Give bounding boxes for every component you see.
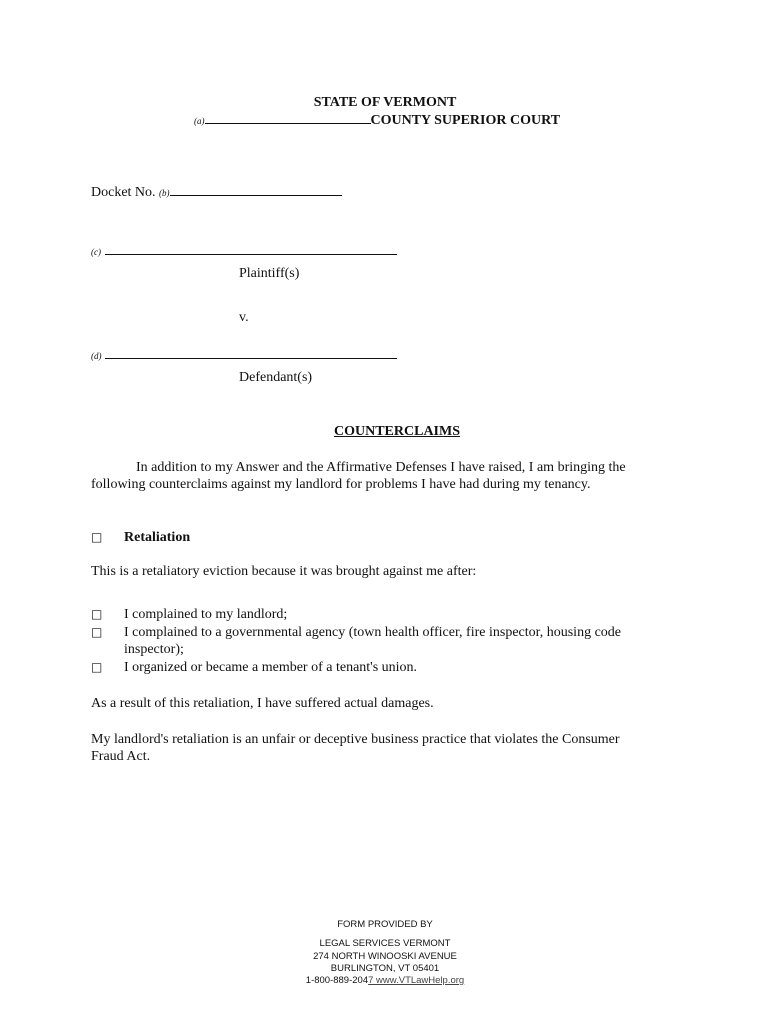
footer-city: BURLINGTON, VT 05401 — [330, 963, 440, 974]
court-line — [194, 112, 560, 130]
footer-contact — [0, 975, 770, 988]
retaliation-lead: This is a retaliatory eviction because it was brought against me after: — [91, 564, 477, 579]
plaintiff-line — [91, 243, 397, 261]
field-label-b: (b) — [159, 188, 170, 198]
retaliation-heading: Retaliation — [124, 530, 191, 545]
defendant-field[interactable] — [105, 348, 397, 359]
footer-provided: FORM PROVIDED BY — [337, 919, 433, 930]
defendant-line — [91, 347, 397, 365]
plaintiff-field[interactable] — [105, 244, 397, 255]
docket-label: Docket No. — [91, 185, 156, 200]
item-text-1: I complained to my landlord; — [124, 607, 288, 622]
item-checkbox-1[interactable]: □ — [91, 607, 103, 621]
item-text-3: I organized or became a member of a tenant's union. — [124, 660, 418, 675]
fraud-line-1: My landlord's retaliation is an unfair or deceptive business practice that violates the Consumer — [91, 732, 620, 747]
item-checkbox-3[interactable]: □ — [91, 660, 103, 674]
field-label-a: (a) — [194, 116, 205, 126]
plaintiff-label: Plaintiff(s) — [239, 266, 300, 281]
item-checkbox-2[interactable]: □ — [91, 625, 103, 639]
damages-statement: As a result of this retaliation, I have suffered actual damages. — [91, 696, 434, 711]
footer-phone: 1-800-889-204 — [305, 975, 369, 986]
field-label-d: (d) — [91, 351, 102, 361]
intro-line-2: following counterclaims against my landlord for problems I have had during my tenancy. — [91, 477, 591, 492]
county-field[interactable] — [205, 113, 371, 124]
footer-org: LEGAL SERVICES VERMONT — [319, 938, 451, 949]
docket-field[interactable] — [170, 185, 342, 196]
field-label-c: (c) — [91, 247, 101, 257]
court-name: COUNTY SUPERIOR COURT — [370, 113, 561, 128]
docket-line — [91, 184, 342, 202]
versus-label: v. — [239, 310, 249, 325]
document-title: COUNTERCLAIMS — [333, 424, 460, 439]
footer-street: 274 NORTH WINOOSKI AVENUE — [313, 951, 457, 962]
defendant-label: Defendant(s) — [239, 370, 313, 385]
item-text-2-cont: inspector); — [124, 642, 184, 657]
retaliation-checkbox[interactable]: □ — [91, 530, 103, 544]
footer-website-link[interactable]: 7 www.VTLawHelp.org — [368, 975, 465, 986]
item-text-2: I complained to a governmental agency (town health officer, fire inspector, housing code — [124, 625, 621, 640]
intro-line-1: In addition to my Answer and the Affirmative Defenses I have raised, I am bringing the — [136, 460, 626, 475]
state-heading: STATE OF VERMONT — [313, 95, 457, 110]
fraud-line-2: Fraud Act. — [91, 749, 151, 764]
